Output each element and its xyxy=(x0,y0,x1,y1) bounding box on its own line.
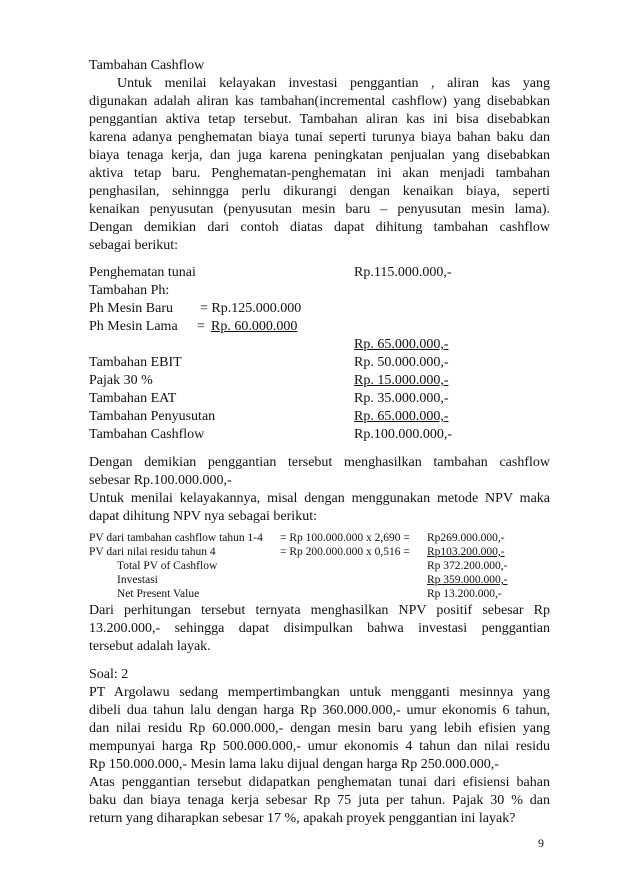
calc-value: Rp.115.000.000,- xyxy=(354,265,452,280)
npv-calc: = Rp 200.000.000 x 0,516 = xyxy=(280,546,410,558)
calc-label: Ph Mesin Lama xyxy=(89,319,178,334)
paragraph-line: tersebut adalah layak. xyxy=(89,639,211,654)
paragraph-line: Untuk menilai kelayakannya, misal dengan menggunakan metode NPV maka xyxy=(89,491,550,506)
calc-equals: = xyxy=(197,319,205,334)
paragraph-line: sebesar Rp.100.000.000,- xyxy=(89,473,232,488)
calc-value: Rp. 65.000.000,- xyxy=(354,337,449,352)
paragraph-line: aktiva tetap baru. Penghematan-penghematan ini akan menjadi tambahan xyxy=(89,166,550,181)
npv-value: Rp 13.200.000,- xyxy=(427,588,502,600)
npv-value: Rp269.000.000,- xyxy=(427,532,505,544)
paragraph-line: baku dan biaya tenaga kerja sebesar Rp 75 juta per tahun. Pajak 30 % dan xyxy=(89,793,550,808)
npv-calc: = Rp 100.000.000 x 2,690 = xyxy=(280,532,410,544)
page-number: 9 xyxy=(538,836,544,850)
paragraph-line: penggantian aktiva tetap tersebut. Tambahan aliran kas ini bisa disebabkan xyxy=(89,112,550,127)
paragraph-line: 13.200.000,- sehingga dapat disimpulkan bahwa investasi penggantian xyxy=(89,621,550,636)
paragraph-line: Dari perhitungan tersebut ternyata menghasilkan NPV positif sebesar Rp xyxy=(89,603,550,618)
npv-label: PV dari tambahan cashflow tahun 1-4 xyxy=(89,532,263,544)
paragraph-line: kenaikan penyusutan (penyusutan mesin baru – penyusutan mesin lama). xyxy=(89,202,550,217)
paragraph-line: Atas penggantian tersebut didapatkan penghematan tunai dari efisiensi bahan xyxy=(89,775,550,790)
paragraph-line: sebagai berikut: xyxy=(89,238,179,253)
calc-label: Tambahan Penyusutan xyxy=(89,409,216,424)
calc-label: Tambahan Cashflow xyxy=(89,427,205,442)
npv-label: Investasi xyxy=(117,574,158,586)
paragraph-line: penghasilan, sehinngga perlu dikurangi dengan kenaikan biaya, seperti xyxy=(89,184,550,199)
calc-value: Rp. 60.000.000 xyxy=(211,319,298,334)
calc-value: Rp. 15.000.000,- xyxy=(354,373,449,388)
section-heading: Tambahan Cashflow xyxy=(89,58,205,73)
npv-value: Rp 372.200.000,- xyxy=(427,560,508,572)
paragraph-line: dibeli dua tahun lalu dengan harga Rp 360.000.000,- umur ekonomis 6 tahun, xyxy=(89,703,550,718)
calc-value: = Rp.125.000.000 xyxy=(200,301,302,316)
calc-label: Tambahan Ph: xyxy=(89,283,170,298)
paragraph-line: biaya tenaga kerja, dan juga karena peningkatan penjualan yang disebabkan xyxy=(89,148,550,163)
paragraph-line: Rp 150.000.000,- Mesin lama laku dijual dengan harga Rp 250.000.000,- xyxy=(89,757,499,772)
calc-value: Rp. 35.000.000,- xyxy=(354,391,449,406)
paragraph-line: Dengan demikian dari contoh diatas dapat dihitung tambahan cashflow xyxy=(89,220,550,235)
npv-value: Rp103.200.000,- xyxy=(427,546,505,558)
npv-label: Net Present Value xyxy=(117,588,200,600)
calc-label: Penghematan tunai xyxy=(89,265,196,280)
calc-label: Tambahan EBIT xyxy=(89,355,182,370)
paragraph-line: Untuk menilai kelayakan investasi penggantian , aliran kas yang xyxy=(117,76,550,91)
npv-label: PV dari nilai residu tahun 4 xyxy=(89,546,216,558)
calc-value: Rp.100.000.000,- xyxy=(354,427,452,442)
calc-label: Tambahan EAT xyxy=(89,391,177,406)
npv-value: Rp 359.000.000,- xyxy=(427,574,508,586)
calc-value: Rp. 50.000.000,- xyxy=(354,355,449,370)
npv-label: Total PV of Cashflow xyxy=(117,560,218,572)
paragraph-line: dapat dihitung NPV nya sebagai berikut: xyxy=(89,509,317,524)
paragraph-line: dan nilai residu Rp 60.000.000,- dengan mesin baru yang lebih efisien yang xyxy=(89,721,550,736)
paragraph-line: mempunyai harga Rp 500.000.000,- umur ekonomis 4 tahun dan nilai residu xyxy=(89,739,550,754)
paragraph-line: PT Argolawu sedang mempertimbangkan untuk mengganti mesinnya yang xyxy=(89,685,550,700)
paragraph-line: digunakan adalah aliran kas tambahan(incremental cashflow) yang disebabkan xyxy=(89,94,550,109)
section-heading: Soal: 2 xyxy=(89,667,129,682)
paragraph-line: Dengan demikian penggantian tersebut menghasilkan tambahan cashflow xyxy=(89,455,550,470)
calc-label: Ph Mesin Baru xyxy=(89,301,173,316)
calc-label: Pajak 30 % xyxy=(89,373,153,388)
paragraph-line: karena adanya penghematan biaya tunai seperti turunya biaya bahan baku dan xyxy=(89,130,550,145)
calc-value: Rp. 65.000.000,- xyxy=(354,409,449,424)
paragraph-line: return yang diharapkan sebesar 17 %, apakah proyek penggantian ini layak? xyxy=(89,811,516,826)
